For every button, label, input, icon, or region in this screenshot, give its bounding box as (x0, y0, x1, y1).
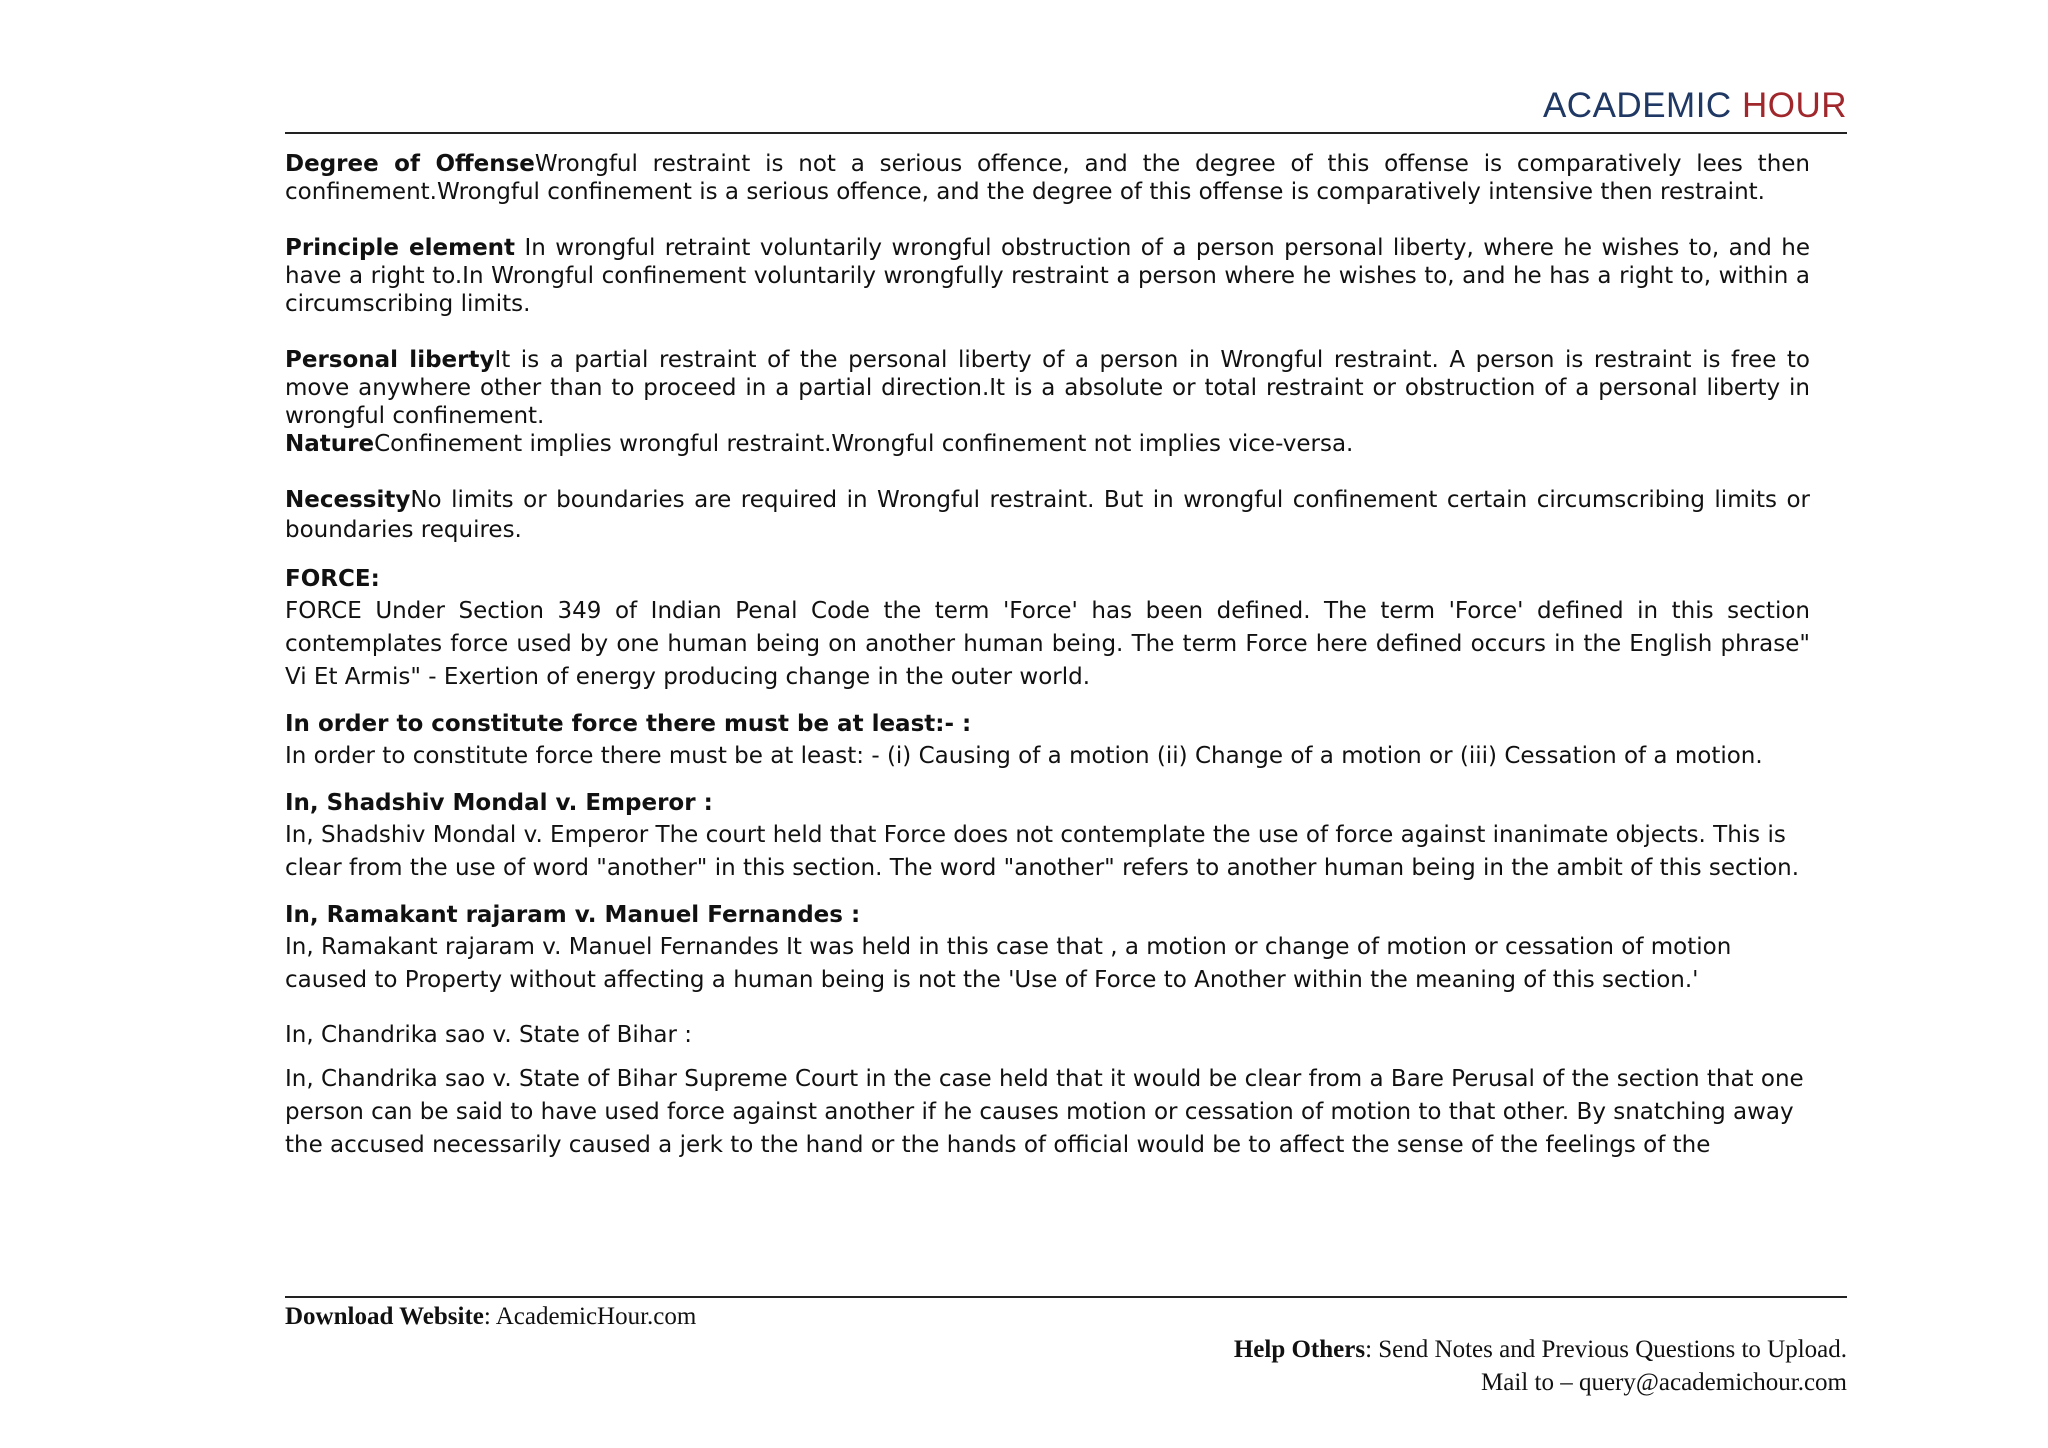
footer-help (1234, 1333, 1847, 1367)
document-page (285, 0, 1847, 1448)
label-principle: Principle element (285, 235, 516, 261)
text-personal-liberty: It is a partial restraint of the personal liberty of a person in Wrongful restraint. A person is restraint is free to move anywhere other than to proceed in a partial direction.It is a absolute or total restraint or obstruction of a personal liberty in wrongful confinement. (285, 347, 1810, 429)
paragraph-degree (285, 150, 1810, 206)
footer-help-label: Help Others (1233, 1336, 1366, 1363)
paragraph-personal-liberty (285, 346, 1810, 430)
brand-logo (1543, 86, 1847, 126)
text-degree: Wrongful restraint is not a serious offence, and the degree of this offense is comparatively lees then confinement.Wrongful confinement is a serious offence, and the degree of this offense is comparatively intensive then restraint. (285, 151, 1811, 205)
label-nature: Nature (285, 431, 375, 457)
heading-ramakant: In, Ramakant rajaram v. Manuel Fernandes : (285, 902, 861, 928)
brand-part1: ACADEMIC (1542, 86, 1732, 125)
label-personal-liberty: Personal liberty (285, 347, 495, 373)
text-ramakant: In, Ramakant rajaram v. Manuel Fernandes It was held in this case that , a motion or change of motion or cessation of motion caused to Property without affecting a human being is not the 'Use of Force to Another within the meaning of this section.' (285, 934, 1732, 993)
label-necessity: Necessity (285, 487, 411, 513)
text-shadshiv: In, Shadshiv Mondal v. Emperor The court held that Force does not contemplate the use of force against inanimate objects. This is clear from the use of word "another" in this section. The word "another" refers to another human being in the ambit of this section. (285, 822, 1800, 881)
page-header (285, 86, 1847, 134)
text-necessity: No limits or boundaries are required in Wrongful restraint. But in wrongful confinement certain circumscribing limits or boundaries requires. (285, 487, 1810, 543)
footer-download (285, 1300, 696, 1334)
heading-chandrika: In, Chandrika sao v. State of Bihar : (285, 1022, 692, 1048)
text-chandrika: In, Chandrika sao v. State of Bihar Supreme Court in the case held that it would be clear from a Bare Perusal of the section that one person can be said to have used force against another if he causes motion or cessation of motion to that other. By snatching away the accused necessarily caused a jerk to the hand or the hands of official would be to affect the sense of the feelings of the (285, 1066, 1804, 1158)
label-degree: Degree of Offense (285, 151, 535, 177)
footer-download-label: Download Website (285, 1303, 484, 1330)
text-nature: Confinement implies wrongful restraint.Wrongful confinement not implies vice-versa. (374, 431, 1354, 457)
text-force: FORCE Under Section 349 of Indian Penal Code the term 'Force' has been defined. The term 'Force' defined in this section contemplates force used by one human being on another human being. The term Force here defined occurs in the English phrase" Vi Et Armis" - Exertion of energy producing change in the outer world. (285, 598, 1810, 690)
heading-force: FORCE: (285, 566, 380, 592)
document-body (285, 150, 1810, 1162)
paragraph-principle (285, 234, 1810, 318)
text-principle: In wrongful retraint voluntarily wrongful obstruction of a person personal liberty, where he wishes to, and he have a right to.In Wrongful confinement voluntarily wrongfully restraint a person where he wishes to, and he has a right to, within a circumscribing limits. (285, 235, 1810, 317)
footer-divider (285, 1296, 1847, 1298)
heading-shadshiv: In, Shadshiv Mondal v. Emperor : (285, 790, 713, 816)
brand-part2: HOUR (1741, 86, 1847, 125)
paragraph-nature (285, 430, 1810, 458)
text-order: In order to constitute force there must be at least: - (i) Causing of a motion (ii) Change of a motion or (iii) Cessation of a motion. (285, 743, 1763, 769)
footer-help-value: : Send Notes and Previous Questions to Upload. (1365, 1336, 1847, 1363)
heading-order: In order to constitute force there must be at least:- : (285, 711, 972, 737)
footer-mail: Mail to – query@academichour.com (1481, 1369, 1847, 1396)
footer-download-value: : AcademicHour.com (483, 1303, 697, 1330)
paragraph-necessity (285, 485, 1810, 545)
